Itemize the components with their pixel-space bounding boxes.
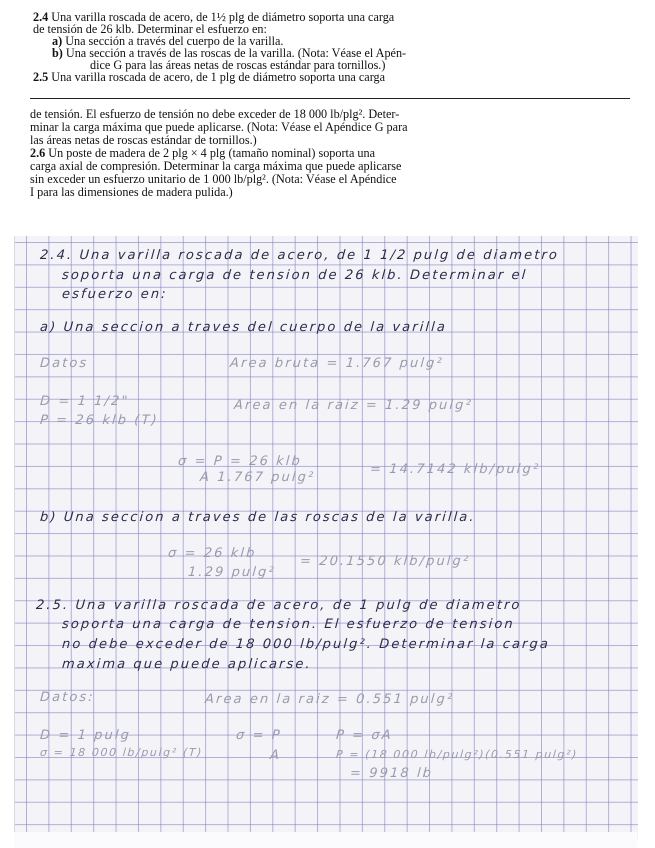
- hw-p-equals-sigma-a: P = σA: [335, 728, 394, 743]
- hw-p-result: = 9918 lb: [349, 766, 434, 781]
- hw-problem-2-5-line-3: no debe exceder de 18 000 lb/pulg². Determinar la carga: [61, 637, 551, 652]
- hw-load-1: P = 26 klb (T): [39, 413, 160, 428]
- hw-stress-limit: σ = 18 000 lb/pulg² (T): [39, 746, 204, 759]
- hw-stress-a-bottom: A 1.767 pulg²: [199, 470, 316, 485]
- printed-line: las áreas netas de roscas estándar de tornillos.): [30, 133, 257, 147]
- hw-p-calculation: P = (18 000 lb/pulg²)(0.551 pulg²): [335, 748, 579, 761]
- printed-line: b) Una sección a través de las roscas de la varilla. (Nota: Véase el Apén-: [52, 46, 407, 60]
- hw-problem-2-5-line-4: maxima que puede aplicarse.: [61, 657, 313, 672]
- hw-stress-a-result: = 14.7142 klb/pulg²: [369, 462, 541, 477]
- hw-problem-2-4-line-2: soporta una carga de tension de 26 klb. Determinar el: [61, 268, 528, 283]
- printed-line: dice G para las áreas netas de roscas estándar para tornillos.): [90, 58, 386, 72]
- hw-area-raiz-2: Area en la raiz = 0.551 pulg²: [204, 692, 455, 707]
- hw-stress-b-top: σ = 26 klb: [167, 546, 257, 561]
- hw-area-bruta: Area bruta = 1.767 pulg²: [229, 356, 445, 371]
- printed-line: 2.6 Un poste de madera de 2 plg × 4 plg (tamaño nominal) soporta una: [30, 146, 375, 160]
- hw-diameter-2: D = 1 pulg: [39, 728, 132, 743]
- cut-line: [30, 98, 630, 99]
- sheet-bottom-margin: [14, 832, 637, 848]
- hw-problem-2-5-line-2: soporta una carga de tension. El esfuerzo de tension: [61, 617, 516, 632]
- hw-datos-1: Datos: [39, 356, 89, 371]
- hw-stress-b-bottom: 1.29 pulg²: [187, 565, 277, 580]
- hw-problem-2-4-line-3: esfuerzo en:: [61, 287, 169, 302]
- printed-line: carga axial de compresión. Determinar la carga máxima que puede aplicarse: [30, 159, 402, 173]
- hw-part-a: a) Una seccion a traves del cuerpo de la varilla: [39, 320, 448, 335]
- printed-line: de tensión. El esfuerzo de tensión no debe exceder de 18 000 lb/plg². Deter-: [30, 107, 400, 121]
- hw-area-raiz-1: Area en la raiz = 1.29 pulg²: [233, 398, 474, 413]
- hw-part-b: b) Una seccion a traves de las roscas de la varilla.: [39, 510, 477, 525]
- hw-problem-2-5-line-1: 2.5. Una varilla roscada de acero, de 1 pulg de diametro: [35, 598, 522, 613]
- hw-formula-bottom: A: [269, 748, 282, 763]
- printed-line: 2.5 Una varilla roscada de acero, de 1 plg de diámetro soporta una carga: [33, 70, 386, 84]
- printed-line: sin exceder un esfuerzo unitario de 1 000 lb/plg². (Nota: Véase el Apéndice: [30, 172, 397, 186]
- printed-line: I para las dimensiones de madera pulida.): [30, 185, 233, 199]
- hw-formula-top: σ = P: [235, 728, 283, 743]
- printed-line: 2.4 Una varilla roscada de acero, de 1½ plg de diámetro soporta una carga: [33, 10, 395, 24]
- hw-datos-2: Datos:: [39, 690, 96, 705]
- hw-diameter-1: D = 1 1/2": [39, 394, 131, 409]
- printed-line: de tensión de 26 klb. Determinar el esfuerzo en:: [33, 22, 267, 36]
- printed-line: a) Una sección a través del cuerpo de la varilla.: [52, 34, 284, 48]
- hw-problem-2-4-line-1: 2.4. Una varilla roscada de acero, de 1 1/2 pulg de diametro: [39, 248, 560, 263]
- hw-stress-a-top: σ = P = 26 klb: [177, 454, 303, 469]
- hw-stress-b-result: = 20.1550 klb/pulg²: [299, 554, 471, 569]
- printed-line: minar la carga máxima que puede aplicarse. (Nota: Véase el Apéndice G para: [30, 120, 408, 134]
